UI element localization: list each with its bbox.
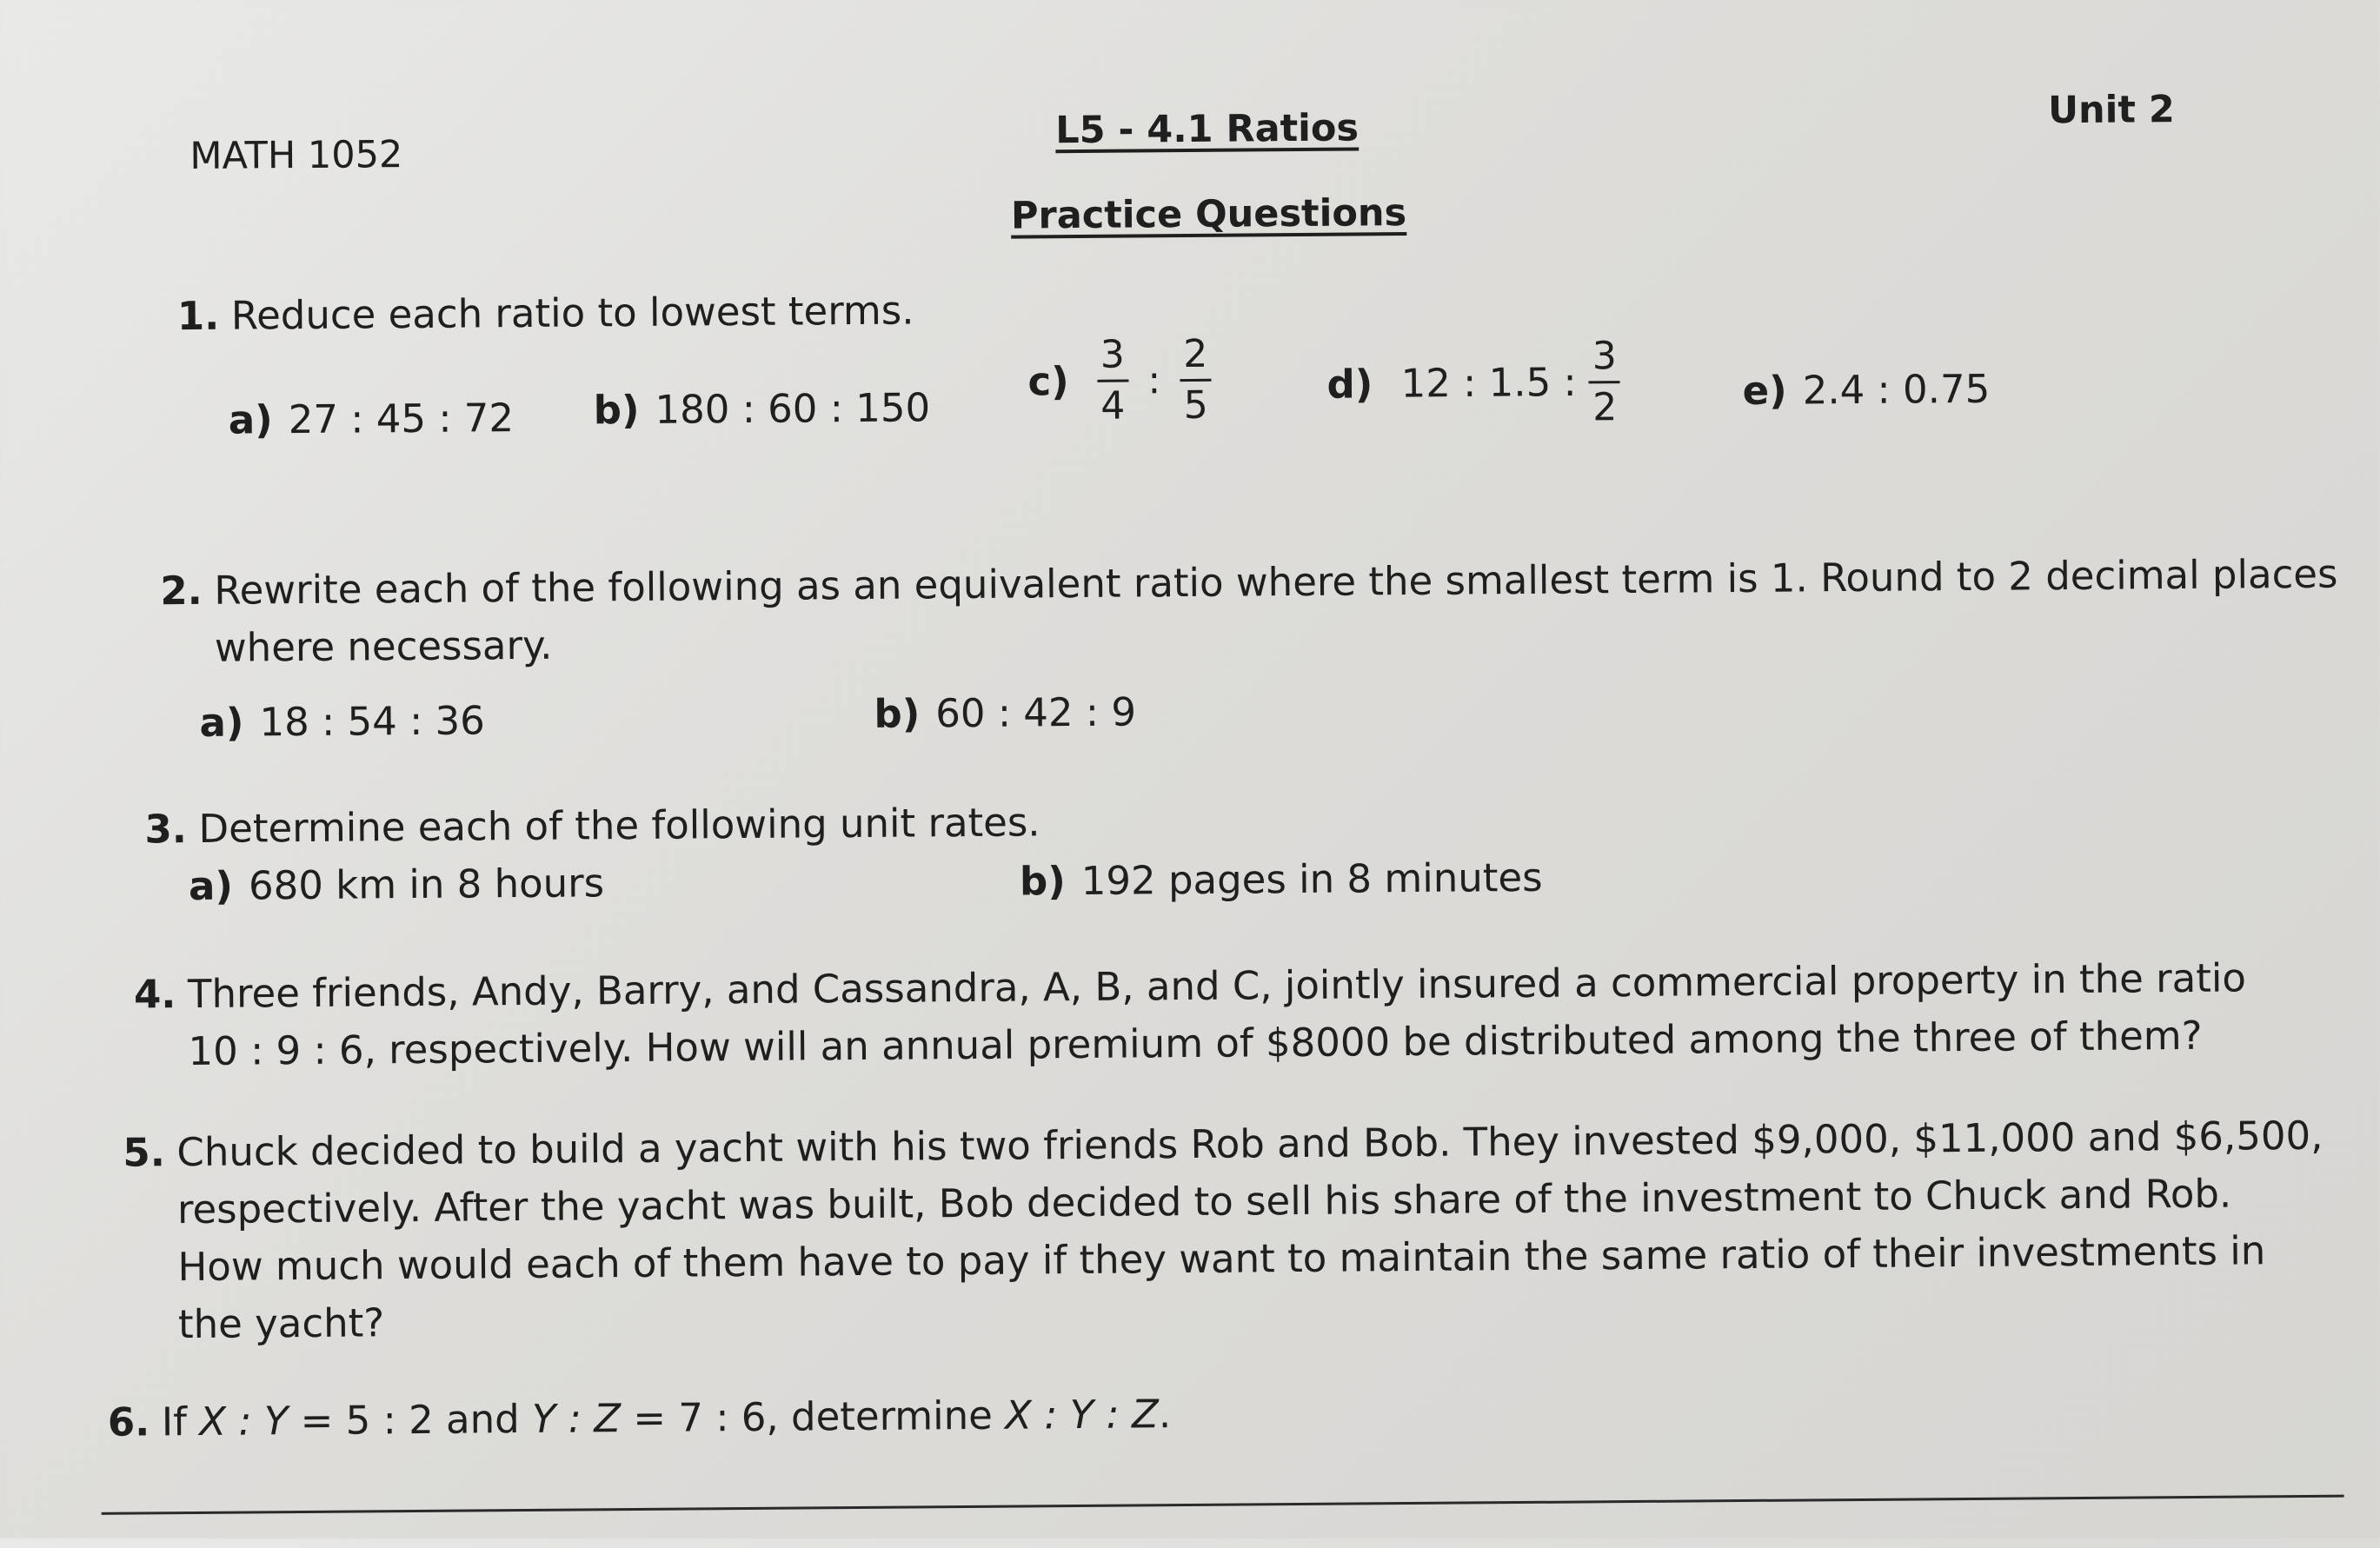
numerator: 3 [1589,337,1620,383]
page-title: L5 - 4.1 Ratios [1055,106,1360,153]
fraction [1589,334,1621,430]
question-text: = 7 : 6, determine [620,1392,1006,1442]
part-label: e) [1742,367,1787,414]
question-1 [177,282,914,345]
numerator: 2 [1180,336,1211,382]
question-3 [144,794,1040,858]
page-subtitle: Practice Questions [1010,191,1407,238]
question-number: 4. [133,971,176,1018]
denominator: 5 [1183,382,1208,429]
question-number: 1. [176,292,220,340]
q2-part-a [199,692,485,752]
ratio-value: 60 : 42 : 9 [935,688,1137,737]
denominator: 2 [1592,385,1618,430]
ratio-value: 27 : 45 : 72 [288,395,515,443]
part-label: d) [1326,360,1373,408]
part-label: a) [228,396,273,443]
question-text-line: Rewrite each of the following as an equivalent ratio where the smallest term is 1. Round to 2 decimal places [214,550,2338,614]
ratio-value: 2.4 : 0.75 [1802,365,1991,414]
denominator: 4 [1100,383,1126,429]
q3-part-b [1020,849,1543,911]
ratio-colon: : [1147,357,1161,402]
question-text-line: 10 : 9 : 6, respectively. How will an annual premium of $8000 be distributed among the three of them? [188,1012,2203,1075]
q1-part-a [229,389,515,449]
question-text-line: Chuck decided to build a yacht with his two friends Rob and Bob. They invested $9,000, $11,000 and $6,500, [176,1112,2323,1176]
question-text-line: Three friends, Andy, Barry, and Cassandra, A, B, and C, jointly insured a commercial property in the ratio [187,954,2247,1018]
question-number: 2. [160,567,203,615]
course-code: MATH 1052 [189,133,403,179]
ratio-value: 18 : 54 : 36 [259,697,486,746]
question-text-line: where necessary. [214,621,553,671]
part-label: a) [188,862,234,910]
part-label: a) [199,699,244,746]
part-label: c) [1027,357,1069,404]
part-label: b) [1019,858,1066,905]
part-label: b) [593,386,640,434]
question-number: 5. [123,1129,166,1176]
question-number: 3. [144,806,188,853]
variable-ratio: X : Y : Z [1004,1391,1160,1438]
bottom-divider [102,1495,2344,1515]
question-text: . [1158,1391,1172,1438]
numerator: 3 [1097,336,1128,382]
part-label: b) [874,690,921,737]
fraction [1097,332,1129,429]
ratio-value: 180 : 60 : 150 [655,384,931,433]
question-text-line: the yacht? [177,1299,385,1348]
question-number: 6. [107,1399,150,1445]
question-text: If [161,1398,200,1445]
question-4 [134,949,2247,1080]
q3-part-a [189,854,605,915]
question-text-line: respectively. After the yacht was built, Bob decided to sell his share of the investment to Chuck and Rob. [176,1170,2232,1233]
q1-part-b [593,379,930,439]
question-text: = 5 : 2 and [288,1395,533,1445]
q1-part-d [1326,334,1620,430]
question-text: Determine each of the following unit rates. [198,799,1040,852]
question-6 [108,1385,1172,1452]
unit-label: Unit 2 [2047,88,2175,133]
q1-part-c [1027,331,1212,429]
variable-ratio: Y : Z [531,1395,622,1442]
question-text-line: How much would each of them have to pay if they want to maintain the same ratio of their investments in [177,1227,2266,1291]
ratio-value: 12 : 1.5 : [1400,358,1577,407]
q1-part-e [1742,361,1990,420]
q2-part-b [874,683,1136,742]
question-text: Reduce each ratio to lowest terms. [230,287,914,339]
rate-value: 680 km in 8 hours [248,860,605,909]
question-2 [160,546,2338,678]
variable-ratio: X : Y [199,1398,289,1445]
fraction [1180,331,1212,429]
question-5 [123,1107,2324,1354]
rate-value: 192 pages in 8 minutes [1080,854,1543,904]
